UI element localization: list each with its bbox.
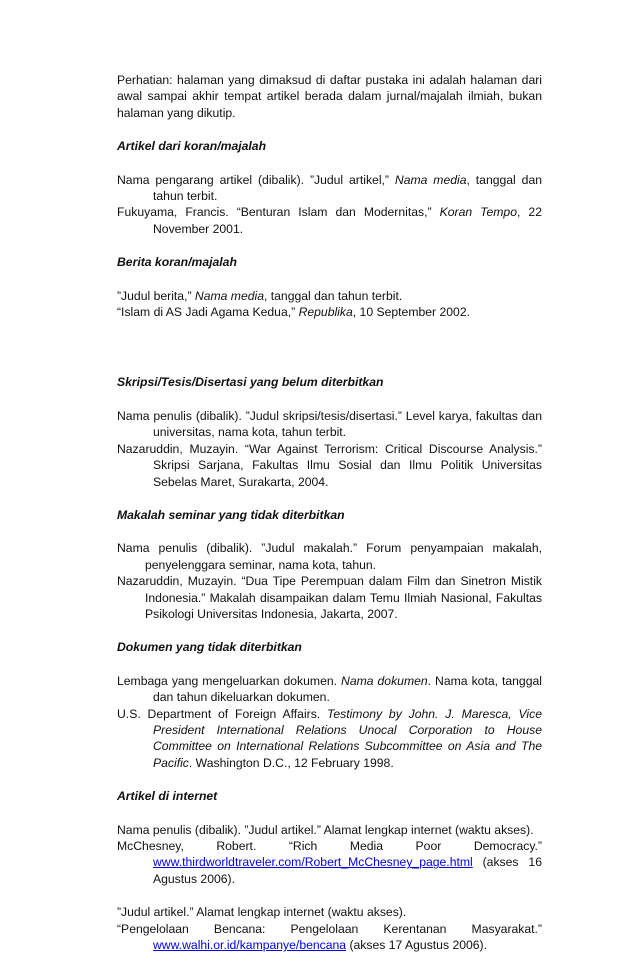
blank-space (117, 337, 542, 374)
reference-link[interactable]: www.thirdworldtraveler.com/Robert_McChesney_page.html (153, 855, 473, 870)
section-berita-koran (117, 254, 542, 320)
reference-entry: Nama penulis (dibalik). ”Judul makalah.” Forum penyampaian makalah, penyelenggara seminar, nama kota, tahun. (117, 541, 542, 572)
reference-link[interactable]: www.walhi.or.id/kampanye/bencana (153, 938, 347, 953)
section-heading: Berita koran/majalah (117, 255, 237, 270)
reference-entry: Nama penulis (dibalik). ”Judul artikel.” Alamat lengkap internet (waktu akses). (117, 822, 534, 837)
reference-entry: “Pengelolaan Bencana: Pengelolaan Kerentanan Masyarakat.” www.walhi.or.id/kampanye/bencana (akses 17 Agustus 2006). (117, 921, 542, 953)
section-internet (117, 788, 542, 953)
intro-paragraph: Perhatian: halaman yang dimaksud di daftar pustaka ini adalah halaman dari awal sampai akhir tempat artikel berada dalam jurnal/majalah ilmiah, bukan halaman yang dikutip. (117, 73, 542, 120)
reference-entry: McChesney, Robert. “Rich Media Poor Democracy.” www.thirdworldtraveler.com/Robert_McChesney_page.html (akses 16 Agustus 2006). (117, 839, 542, 886)
section-heading: Artikel di internet (117, 789, 218, 804)
section-heading: Dokumen yang tidak diterbitkan (117, 640, 302, 655)
section-makalah (117, 507, 542, 622)
reference-entry: “Islam di AS Jadi Agama Kedua,” Republika, 10 September 2002. (117, 305, 470, 320)
section-heading: Artikel dari koran/majalah (117, 139, 267, 154)
reference-entry: Nama pengarang artikel (dibalik). ”Judul artikel,” Nama media, tanggal dan tahun terbit. (117, 172, 542, 204)
reference-entry: ”Judul artikel.” Alamat lengkap internet (waktu akses). (117, 905, 407, 920)
reference-entry: Nama penulis (dibalik). ”Judul skripsi/tesis/disertasi.” Level karya, fakultas dan universitas, nama kota, tahun terbit. (117, 408, 542, 440)
reference-entry: Nazaruddin, Muzayin. “War Against Terrorism: Critical Discourse Analysis.” Skripsi Sarjana, Fakultas Ilmu Sosial dan Ilmu Politik Universitas Sebelas Maret, Surakarta, 2004. (117, 441, 542, 489)
section-artikel-koran (117, 138, 542, 237)
section-heading: Makalah seminar yang tidak diterbitkan (117, 507, 345, 522)
reference-entry: U.S. Department of Foreign Affairs. Testimony by John. J. Maresca, Vice President International Relations Unocal Corporation to House Committee on International Relations Subcommittee on Asia and The Pacific. Washington D.C., 12 February 1998. (117, 706, 542, 770)
section-dokumen (117, 639, 542, 771)
section-heading: Skripsi/Tesis/Disertasi yang belum diterbitkan (117, 375, 384, 390)
reference-entry: Nazaruddin, Muzayin. “Dua Tipe Perempuan dalam Film dan Sinetron Mistik Indonesia.” Makalah disampaikan dalam Temu Ilmiah Nasional, Fakultas Psikologi Universitas Indonesia, Jakarta, 2007. (117, 574, 542, 621)
section-skripsi (117, 374, 542, 489)
reference-entry: Lembaga yang mengeluarkan dokumen. Nama dokumen. Nama kota, tanggal dan tahun dikeluarkan dokumen. (117, 673, 542, 705)
reference-entry: ”Judul berita,” Nama media, tanggal dan tahun terbit. (117, 288, 403, 303)
document-page (117, 72, 542, 970)
reference-entry: Fukuyama, Francis. “Benturan Islam dan Modernitas,” Koran Tempo, 22 November 2001. (117, 205, 542, 236)
